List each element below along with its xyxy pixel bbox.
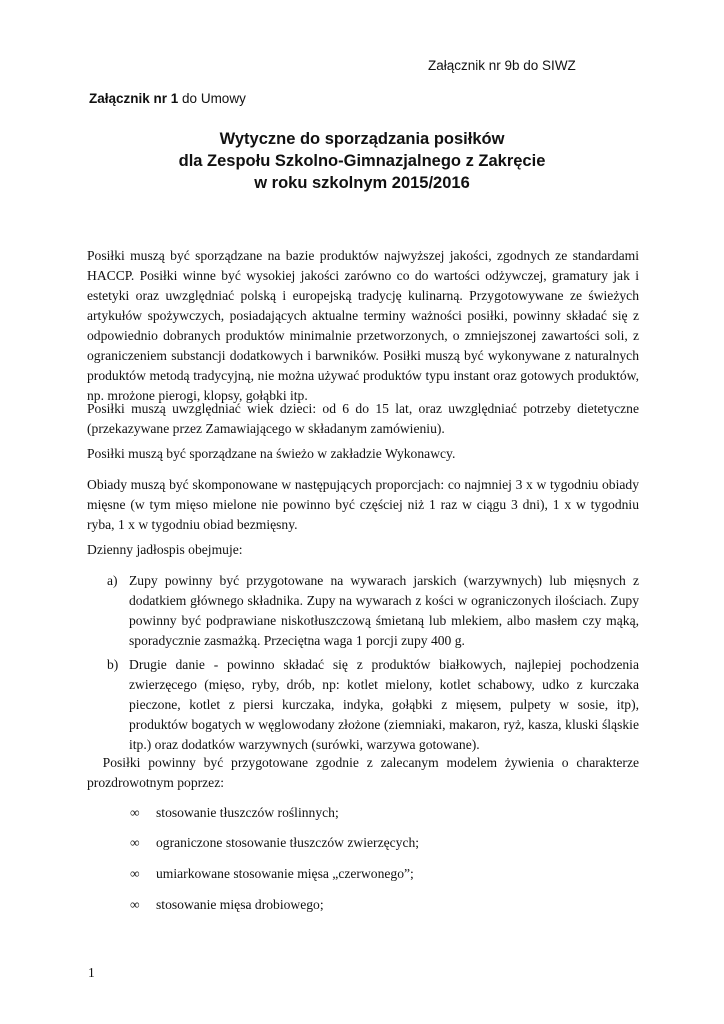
paragraph-health-model: Posiłki powinny być przygotowane zgodnie z zalecanym modelem żywienia o charakterze prozdrowotnym poprzez:: [87, 755, 643, 790]
infinity-bullet-icon: ∞: [130, 835, 140, 850]
title-line-3: w roku szkolnym 2015/2016: [254, 174, 470, 192]
list-marker: a): [107, 573, 118, 588]
paragraph-quality: Posiłki muszą być sporządzane na bazie produktów najwyższej jakości, zgodnych ze standardami HACCP. Posiłki winne być wysokiej jakości zarówno co do wartości odżywczej, gramatury jak i estetyki oraz uwzględniać polską i europejską tradycję kulinarną. Przygotowywane ze świeżych artykułów spożywczych, posiadających aktualne terminy ważności posiłki, powinny składać się z odpowiednio dobranych produktów minimalnie przetworzonych, o zmniejszonej zawartości soli, z ograniczeniem substancji dodatkowych i barwników. Posiłki muszą być wykonywane z naturalnych produktów metodą tradycyjną, nie można używać produktów typu instant oraz gotowych produktów, np. mrożone pierogi, klopsy, gołąbki itp.: [87, 248, 639, 403]
annex-label-bold: Załącznik nr 1: [89, 91, 179, 106]
title-line-2: dla Zespołu Szkolno-Gimnazjalnego z Zakręcie: [178, 152, 546, 170]
bullet-text: ograniczone stosowanie tłuszczów zwierzęcych;: [156, 835, 420, 850]
list-marker: b): [107, 657, 119, 672]
list-item-text: Drugie danie - powinno składać się z produktów białkowych, najlepiej pochodzenia zwierzęcego (mięso, ryby, drób, np: kotlet mielony, kotlet schabowy, udko z kurczaka pieczone, kotlet z piersi kurczaka, indyka, gołąbki z mięsem, pulpety w sosie, itp), produktów bogatych w węglowodany złożone (ziemniaki, makaron, ryż, kasza, kluski śląskie itp.) oraz dodatków warzywnych (surówki, warzywa gotowane).: [129, 657, 639, 752]
bullet-text: umiarkowane stosowanie mięsa „czerwonego”;: [156, 866, 414, 881]
infinity-bullet-icon: ∞: [130, 866, 140, 881]
paragraph-age: Posiłki muszą uwzględniać wiek dzieci: od 6 do 15 lat, oraz uwzględniać potrzeby dietetyczne (przekazywane przez Zamawiającego w składanym zamówieniu).: [87, 401, 639, 436]
infinity-bullet-icon: ∞: [130, 897, 140, 912]
bullet-text: stosowanie mięsa drobiowego;: [156, 897, 324, 912]
menu-item-main-course: [107, 655, 639, 755]
attachment-reference: Załącznik nr 9b do SIWZ: [428, 58, 576, 73]
bullet-item: [130, 805, 339, 821]
list-item-text: Zupy powinny być przygotowane na wywarach jarskich (warzywnych) lub mięsnych z dodatkiem głównego składnika. Zupy na wywarach z kości w ograniczonych ilościach. Zupy powinny być podprawiane niskotłuszczową śmietaną lub mlekiem, albo masłem czy mąką, sporadycznie zasmażką. Przeciętna waga 1 porcji zupy 400 g.: [129, 573, 639, 648]
bullet-text: stosowanie tłuszczów roślinnych;: [156, 805, 339, 820]
paragraph-fresh: Posiłki muszą być sporządzane na świeżo w zakładzie Wykonawcy.: [87, 446, 456, 461]
paragraph-daily-menu: Dzienny jadłospis obejmuje:: [87, 542, 243, 557]
title-line-1: Wytyczne do sporządzania posiłków: [219, 130, 505, 148]
bullet-item: [130, 866, 414, 882]
annex-label: [89, 91, 246, 106]
infinity-bullet-icon: ∞: [130, 805, 140, 820]
document-title: [89, 128, 635, 194]
bullet-item: [130, 897, 324, 913]
paragraph-proportions: Obiady muszą być skomponowane w następujących proporcjach: co najmniej 3 x w tygodniu obiady mięsne (w tym mięso mielone nie powinno być częściej niż 1 raz w ciągu 3 dni), 1 x w tygodniu ryba, 1 x w tygodniu obiad bezmięsny.: [87, 477, 639, 532]
page-number: 1: [88, 965, 95, 980]
bullet-item: [130, 835, 419, 851]
menu-item-soups: [107, 571, 639, 651]
annex-label-rest: do Umowy: [178, 91, 246, 106]
